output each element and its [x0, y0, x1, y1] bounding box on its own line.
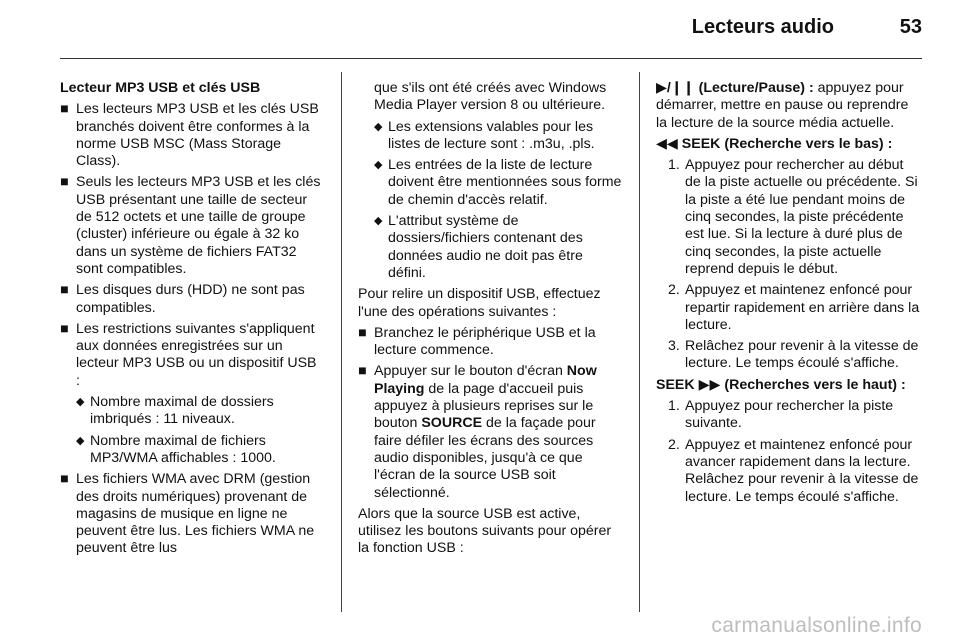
column-divider — [639, 72, 640, 612]
list-item: ■ Seuls les lecteurs MP3 USB et les clés USB présentant une taille de secteur de 512 octets et une taille de groupe (cluster) inférieure ou égale à 32 ko dans un système de fichiers FAT32 sont compatibles. — [60, 174, 321, 277]
square-bullet-icon: ■ — [60, 101, 69, 118]
square-bullet-icon: ■ — [60, 174, 69, 191]
square-bullet-icon: ■ — [358, 324, 367, 341]
header-rule — [60, 58, 922, 59]
play-pause-paragraph: ▶/❙❙ (Lecture/Pause) : appuyez pour démarrer, mettre en pause ou reprendre la lecture de la source média actuelle. — [656, 80, 909, 131]
list-item: ■ Les restrictions suivantes s'appliquent aux données enregistrées sur un lecteur MP3 USB ou un dispositif USB : — [60, 320, 317, 389]
continued-text: que s'ils ont été créés avec Windows Media Player version 8 ou ultérieure. — [374, 80, 607, 114]
list-item: ■ Appuyer sur le bouton d'écran Now Playing de la page d'accueil puis appuyez à plusieurs reprises sur le bouton SOURCE de la façade pour faire défiler les écrans des sources audio disponibles, jusqu'à ce que l'écran de la source USB soit sélectionné. — [358, 363, 597, 501]
watermark: carmanualsonline.info — [711, 614, 922, 637]
paragraph: Alors que la source USB est active, utilisez les boutons suivants pour opérer la fonction USB : — [358, 505, 612, 557]
fast-forward-icon: ▶▶ — [698, 376, 721, 393]
page-title: Lecteurs audio — [691, 16, 834, 38]
page-number: 53 — [899, 16, 922, 38]
diamond-bullet-icon: ◆ — [76, 396, 85, 409]
square-bullet-icon: ■ — [60, 471, 69, 488]
diamond-bullet-icon: ◆ — [374, 159, 383, 172]
square-bullet-icon: ■ — [60, 282, 69, 299]
numbered-item: 1. Appuyez pour rechercher au début de la piste actuelle ou précédente. Si la piste a été lue pendant moins de cinq secondes, la piste précédente est lue. Si la lecture à duré plus de cinq secondes, la piste actuelle reprend depuis le début. — [668, 157, 918, 277]
seek-up-heading: SEEK ▶▶ (Recherches vers le haut) : — [656, 376, 906, 393]
sub-list-item: ◆ Nombre maximal de fichiers MP3/WMA affichables : 1000. — [76, 432, 276, 466]
paragraph: Pour relire un dispositif USB, effectuez l'une des opérations suivantes : — [358, 286, 601, 320]
column-divider — [341, 72, 342, 612]
list-item: ■ Les fichiers WMA avec DRM (gestion des droits numériques) provenant de magasins de musique en ligne ne peuvent être lus. Les fichiers WMA ne peuvent être lus — [60, 471, 315, 557]
sub-list-item: ◆ Les extensions valables pour les listes de lecture sont : .m3u, .pls. — [374, 118, 595, 152]
square-bullet-icon: ■ — [60, 320, 69, 337]
numbered-item: 2. Appuyez et maintenez enfoncé pour repartir rapidement en arrière dans la lecture. — [668, 282, 920, 333]
diamond-bullet-icon: ◆ — [374, 215, 383, 228]
diamond-bullet-icon: ◆ — [374, 120, 383, 133]
numbered-item: 3. Relâchez pour revenir à la vitesse de lecture. Le temps écoulé s'affiche. — [668, 338, 919, 372]
column-right — [656, 80, 922, 506]
now-playing-label: Now Playing — [374, 363, 597, 397]
source-label: SOURCE — [421, 415, 483, 432]
sub-list-item: ◆ L'attribut système de dossiers/fichiers contenant des données audio ne doit pas être défini. — [374, 213, 583, 281]
sub-list-item: ◆ Nombre maximal de dossiers imbriqués : 11 niveaux. — [76, 394, 274, 428]
rewind-icon: ◀◀ — [656, 135, 678, 152]
column-left — [60, 80, 322, 558]
list-item: ■ Les lecteurs MP3 USB et les clés USB branchés doivent être conformes à la norme USB MSC (Mass Storage Class). — [60, 101, 319, 170]
seek-down-heading: ◀◀ SEEK (Recherche vers le bas) : — [656, 135, 893, 152]
sub-list-item: ◆ Les entrées de la liste de lecture doivent être mentionnées sous forme de chemin d'accès relatif. — [374, 157, 622, 208]
diamond-bullet-icon: ◆ — [76, 434, 85, 447]
section-heading: Lecteur MP3 USB et clés USB — [60, 80, 261, 96]
numbered-item: 2. Appuyez et maintenez enfoncé pour avancer rapidement dans la lecture. Relâchez pour revenir à la vitesse de lecture. Le temps écoulé s'affiche. — [668, 436, 919, 505]
numbered-item: 1. Appuyez pour rechercher la piste suivante. — [668, 398, 894, 432]
play-pause-icon: ▶/❙❙ — [656, 80, 695, 96]
column-middle — [358, 80, 623, 558]
list-item: ■ Branchez le périphérique USB et la lecture commence. — [358, 324, 596, 359]
square-bullet-icon: ■ — [358, 363, 367, 380]
list-item: ■ Les disques durs (HDD) ne sont pas compatibles. — [60, 282, 305, 316]
